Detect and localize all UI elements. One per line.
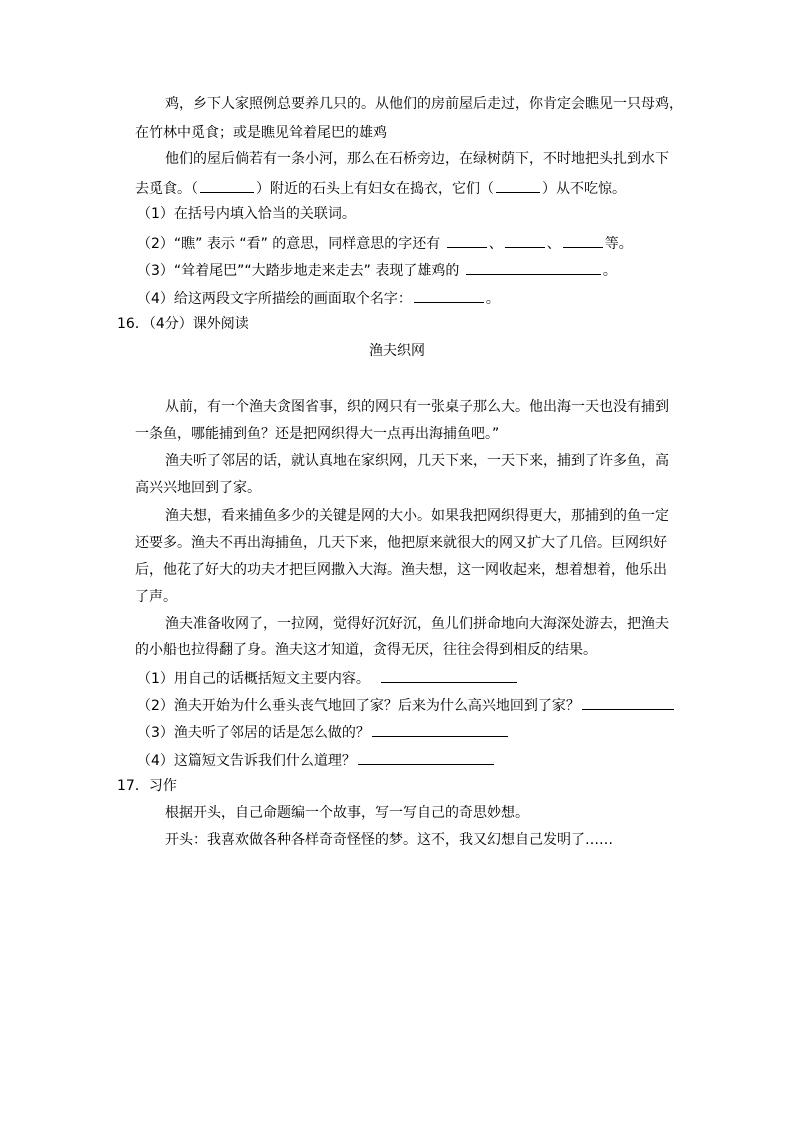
paragraph-line: 他们的屋后倘若有一条小河，那么在石桥旁边，在绿树荫下，不时地把头扎到水下 <box>165 151 669 167</box>
answer-blank[interactable] <box>414 288 484 303</box>
text: （4）这篇短文告诉我们什么道理？ <box>137 753 356 769</box>
story-line: 高兴兴地回到了家。 <box>135 480 261 496</box>
text: （3）渔夫听了邻居的话是怎么做的？ <box>137 725 370 741</box>
text: 去觅食。（ <box>135 181 198 197</box>
text: 。 <box>485 291 500 307</box>
text: ）附近的石头上有妇女在捣衣，它们（ <box>256 181 494 197</box>
question-1: （1）在括号内填入恰当的关联词。 <box>137 206 356 222</box>
answer-blank[interactable] <box>466 260 601 275</box>
question-2 <box>137 233 633 253</box>
text: 等。 <box>604 236 633 252</box>
text: （2）渔夫开始为什么垂头丧气地回了家？后来为什么高兴地回到了家？ <box>137 698 580 714</box>
answer-blank[interactable] <box>358 750 494 765</box>
paragraph-line: 鸡，乡下人家照例总要养几只的。从他们的房前屋后走过，你肯定会瞧见一只母鸡， <box>165 96 683 112</box>
text: 。 <box>602 263 617 279</box>
story-line: 一条鱼，哪能捕到鱼？还是把网织得大一点再出海捕鱼吧。” <box>135 426 500 442</box>
story-question-2 <box>137 695 676 715</box>
answer-blank[interactable] <box>505 233 545 248</box>
story-line: 的小船也拉得翻了身。渔夫这才知道，贪得无厌，往往会得到相反的结果。 <box>135 642 597 658</box>
story-question-3 <box>137 722 510 742</box>
story-line: 还要多。渔夫不再出海捕鱼，几天下来，他把原来就很大的网又扩大了几倍。巨网织好 <box>135 535 667 551</box>
question-4 <box>137 288 500 308</box>
text: （2）“瞧” 表示 “看” 的意思，同样意思的字还有 <box>137 236 441 252</box>
text: （4）给这两段文字所描绘的画面取个名字： <box>137 291 412 307</box>
answer-blank[interactable] <box>372 722 508 737</box>
story-line: 从前，有一个渔夫贪图省事，织的网只有一张桌子那么大。他出海一天也没有捕到 <box>165 399 669 415</box>
story-line: 渔夫想，看来捕鱼多少的关键是网的大小。如果我把网织得更大，那捕到的鱼一定 <box>165 508 669 524</box>
section-17-heading: 17．习作 <box>117 778 177 794</box>
paragraph-line <box>135 178 626 198</box>
answer-blank[interactable] <box>496 178 540 193</box>
separator: 、 <box>546 236 561 252</box>
question-3 <box>137 260 617 280</box>
story-line: 了声。 <box>135 589 177 605</box>
answer-blank[interactable] <box>447 233 487 248</box>
story-question-1 <box>137 668 519 688</box>
text: （3）“耸着尾巴”“大踏步地走来走去” 表现了雄鸡的 <box>137 263 460 279</box>
answer-blank[interactable] <box>563 233 603 248</box>
text: ）从不吃惊。 <box>542 181 626 197</box>
separator: 、 <box>488 236 503 252</box>
answer-blank[interactable] <box>582 695 674 710</box>
answer-blank[interactable] <box>381 668 517 683</box>
story-line: 渔夫准备收网了，一拉网，觉得好沉好沉，鱼儿们拼命地向大海深处游去，把渔夫 <box>165 616 669 632</box>
story-line: 渔夫听了邻居的话，就认真地在家织网，几天下来，一天下来，捕到了许多鱼，高 <box>165 453 669 469</box>
text: （1）用自己的话概括短文主要内容。 <box>137 671 370 687</box>
story-title: 渔夫织网 <box>369 343 425 359</box>
story-question-4 <box>137 750 496 770</box>
section-16-heading: 16．（4分）课外阅读 <box>117 316 249 332</box>
story-line: 后，他花了好大的功夫才把巨网撒入大海。渔夫想，这一网收起来，想着想着，他乐出 <box>135 562 667 578</box>
writing-instruction: 根据开头，自己命题编一个故事，写一写自己的奇思妙想。 <box>165 805 529 821</box>
writing-opening: 开头：我喜欢做各种各样奇奇怪怪的梦。这不，我又幻想自己发明了…… <box>165 832 613 848</box>
paragraph-line: 在竹林中觅食；或是瞧见耸着尾巴的雄鸡 <box>135 125 387 141</box>
answer-blank[interactable] <box>200 178 254 193</box>
